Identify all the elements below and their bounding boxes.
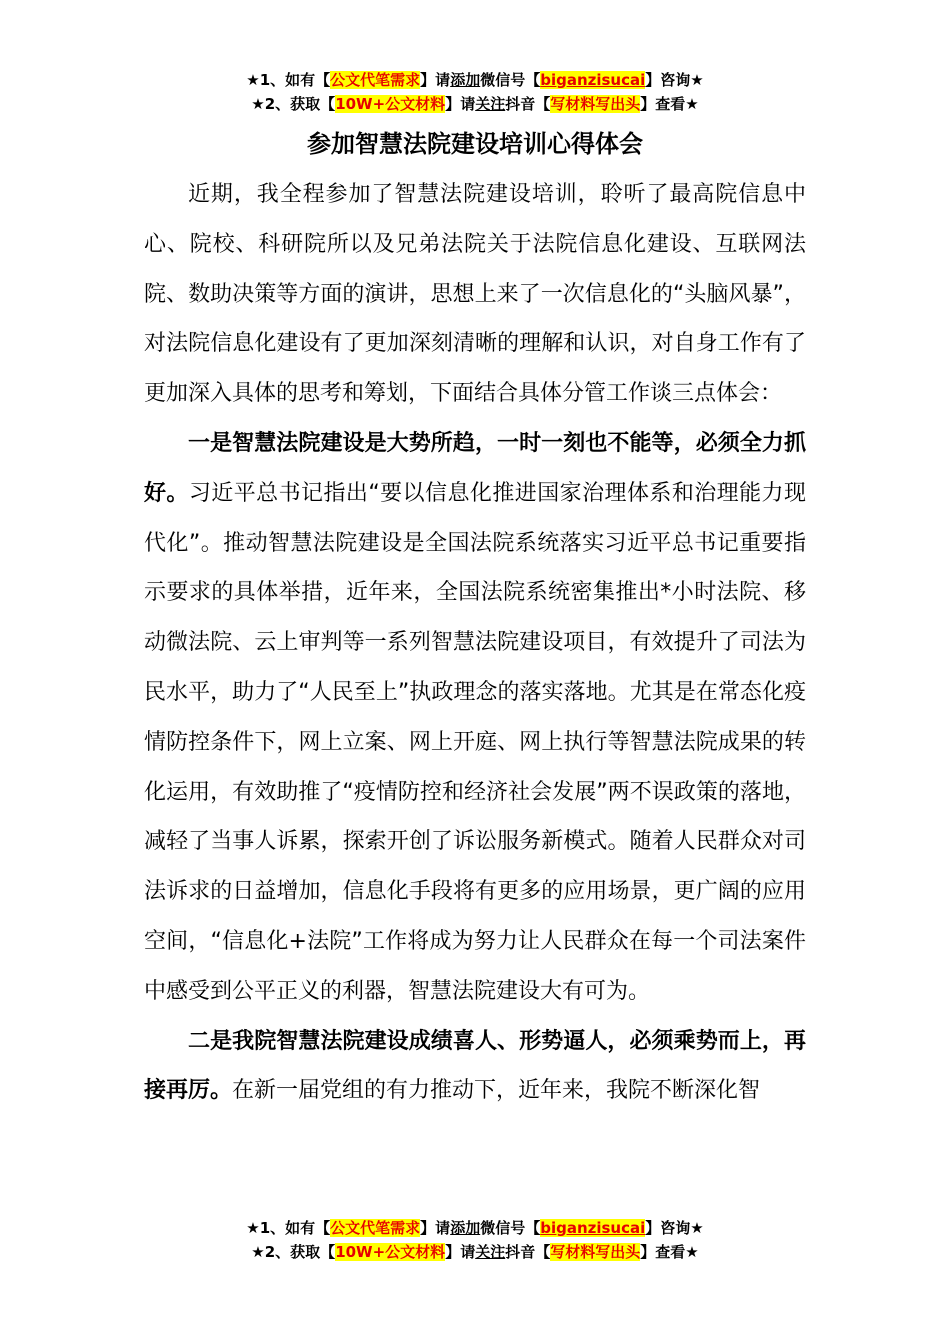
banner-text: 】请 xyxy=(420,1219,451,1237)
document-title: 参加智慧法院建设培训心得体会 xyxy=(307,130,643,158)
banner-highlight: 写材料写出头 xyxy=(550,1243,641,1261)
paragraph-lead: 二是我院智慧法院建设成绩喜人、形势逼人，必须乘势而上，再接再厉。 xyxy=(144,1028,806,1104)
banner-text: ★2、获取【 xyxy=(251,95,336,113)
banner-underline: 关注 xyxy=(475,1243,506,1261)
banner-highlight: 10W+公文材料 xyxy=(335,1243,446,1261)
footer-banner xyxy=(0,1216,950,1264)
banner-line-2 xyxy=(0,92,950,116)
banner-text: 】请 xyxy=(445,95,476,113)
banner-highlight: 10W+公文材料 xyxy=(335,95,446,113)
banner-line-1 xyxy=(0,1216,950,1240)
paragraph-1 xyxy=(144,170,806,419)
banner-line-2 xyxy=(0,1240,950,1264)
header-banner xyxy=(0,68,950,116)
banner-text: 】咨询★ xyxy=(645,71,704,89)
banner-text: 抖音【 xyxy=(505,95,551,113)
banner-underline: 添加 xyxy=(450,1219,481,1237)
banner-highlight-wechat: biganzisucai xyxy=(540,71,646,89)
banner-highlight: 公文代笔需求 xyxy=(330,1219,421,1237)
banner-text: 】请 xyxy=(420,71,451,89)
banner-underline: 关注 xyxy=(475,95,506,113)
banner-text: ★1、如有【 xyxy=(246,1219,331,1237)
paragraph-text: 习近平总书记指出“要以信息化推进国家治理体系和治理能力现代化”。推动智慧法院建设是全国法院系统落实习近平总书记重要指示要求的具体举措，近年来，全国法院系统密集推出*小时法院、移动微法院、云上审判等一系列智慧法院建设项目，有效提升了司法为民水平，助力了“人民至上”执政理念的落实落地。尤其是在常态化疫情防控条件下，网上立案、网上开庭、网上执行等智慧法院成果的转化运用，有效助推了“疫情防控和经济社会发展”两不误政策的落地，减轻了当事人诉累，探索开创了诉讼服务新模式。随着人民群众对司法诉求的日益增加，信息化手段将有更多的应用场景，更广阔的应用空间，“信息化+法院”工作将成为努力让人民群众在每一个司法案件中感受到公平正义的利器，智慧法院建设大有可为。 xyxy=(144,480,806,1004)
banner-text: 】请 xyxy=(445,1243,476,1261)
banner-text: ★1、如有【 xyxy=(246,71,331,89)
document-body xyxy=(144,170,806,1116)
banner-text: 】查看★ xyxy=(640,1243,699,1261)
paragraph-3 xyxy=(144,1017,806,1117)
banner-text: 】查看★ xyxy=(640,95,699,113)
banner-line-1 xyxy=(0,68,950,92)
paragraph-text: 在新一届党组的有力推动下，近年来，我院不断深化智 xyxy=(232,1078,761,1104)
banner-highlight-wechat: biganzisucai xyxy=(540,1219,646,1237)
banner-text: 微信号【 xyxy=(480,1219,541,1237)
banner-text: 】咨询★ xyxy=(645,1219,704,1237)
banner-text: ★2、获取【 xyxy=(251,1243,336,1261)
banner-highlight: 公文代笔需求 xyxy=(330,71,421,89)
paragraph-text: 近期，我全程参加了智慧法院建设培训，聆听了最高院信息中心、院校、科研院所以及兄弟法院关于法院信息化建设、互联网法院、数助决策等方面的演讲，思想上来了一次信息化的“头脑风暴”，对法院信息化建设有了更加深刻清晰的理解和认识，对自身工作有了更加深入具体的思考和筹划，下面结合具体分管工作谈三点体会： xyxy=(144,182,806,407)
banner-highlight: 写材料写出头 xyxy=(550,95,641,113)
paragraph-lead: 一是智慧法院建设是大势所趋，一时一刻也不能等，必须全力抓好。 xyxy=(144,430,806,506)
banner-underline: 添加 xyxy=(450,71,481,89)
paragraph-2 xyxy=(144,419,806,1017)
banner-text: 抖音【 xyxy=(505,1243,551,1261)
banner-text: 微信号【 xyxy=(480,71,541,89)
